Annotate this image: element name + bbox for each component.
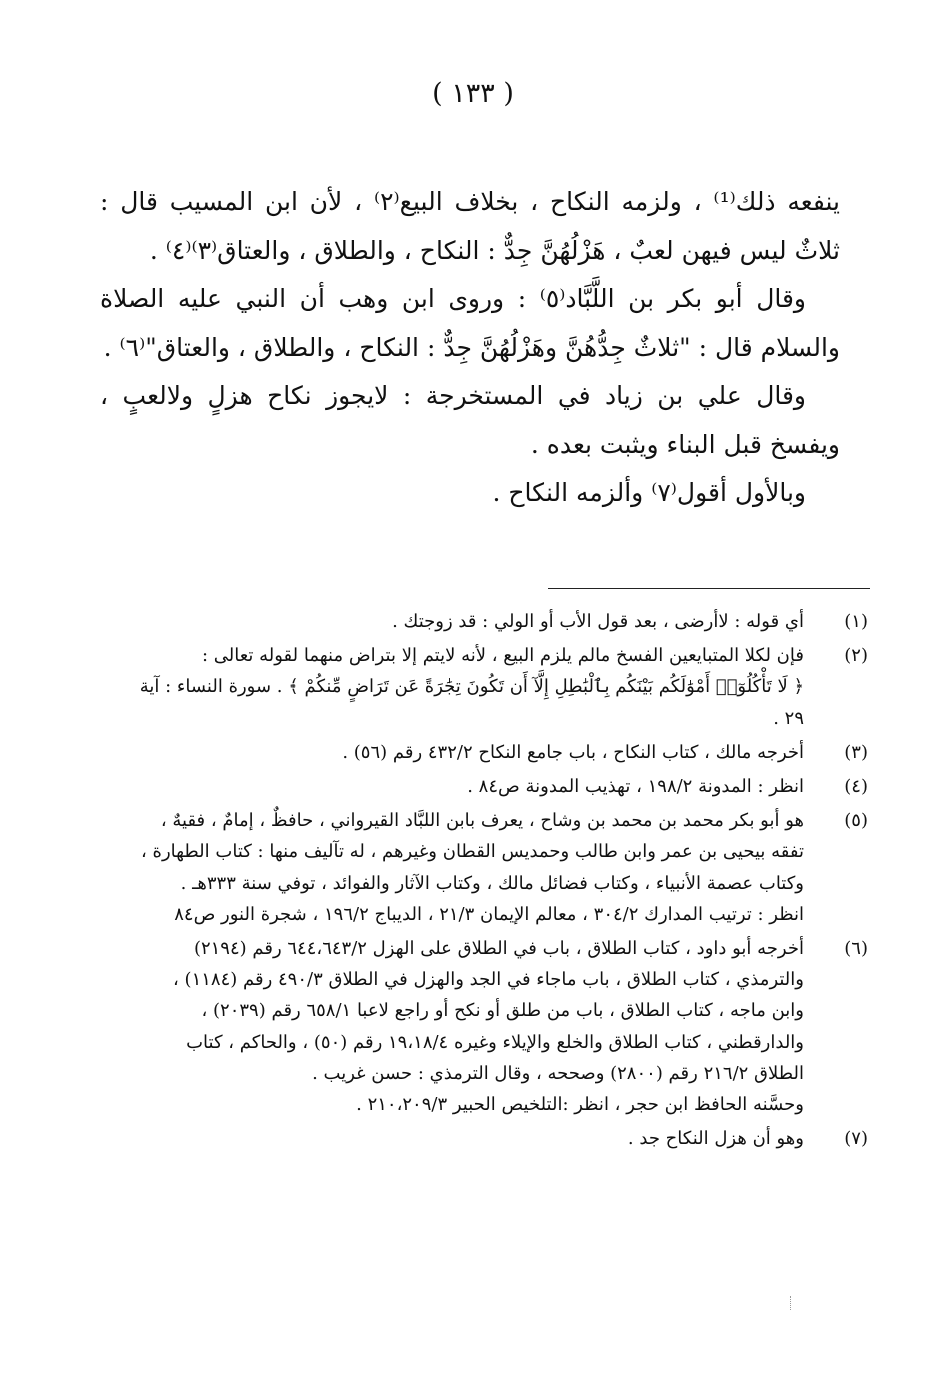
- scan-speck: [790, 1296, 795, 1310]
- footnote-body: [100, 771, 804, 802]
- main-text: [100, 178, 840, 518]
- footnote-line: انظر : المدونة ١٩٨/٢ ، تهذيب المدونة ص٨٤ .: [467, 776, 804, 798]
- footnote-line: الطلاق ٢١٦/٢ رقم (٢٨٠٠) وصححه ، وقال الترمذي : حسن غريب .: [312, 1062, 804, 1084]
- footnote-line: وكتاب عصمة الأنبياء ، وكتاب فضائل مالك ، وكتاب الآثار والفوائد ، توفي سنة ٣٣٣هـ .: [180, 872, 804, 894]
- footnote-line: أخرجه مالك ، كتاب النكاح ، باب جامع النكاح ٤٣٢/٢ رقم (٥٦) .: [342, 741, 804, 763]
- footnote-line: وحسَّنه الحافظ ابن حجر ، انظر :التلخيص الحبير ٢١٠،٢٠٩/٣ .: [356, 1094, 804, 1116]
- footnote-number: (٢): [844, 645, 868, 667]
- footnote-1: [100, 606, 868, 637]
- footnote-line: تفقه بيحيى بن عمر وابن طالب وحمديس القطان وغيرهم ، له تآليف منها : كتاب الطهارة ،: [140, 841, 804, 863]
- footnote-number: (٥): [844, 810, 868, 832]
- footnote-line: وابن ماجه ، كتاب الطلاق ، باب من طلق أو نكح أو راجع لاعبا ٦٥٨/١ رقم (٢٠٣٩) ،: [201, 1000, 804, 1022]
- footnote-line: أخرجه أبو داود ، كتاب الطلاق ، باب في الطلاق على الهزل ٦٤٤،٦٤٣/٢ رقم (٢١٩٤): [193, 938, 804, 960]
- quran-verse: ﴿ لَا تَأْكُلُوٓا۟ أَمْوَٰلَكُم بَيْنَكُم بِٱلْبَٰطِلِ إِلَّآ أَن تَكُونَ تِجَٰرَةً عَن تَرَاضٍ مِّنكُمْ ﴾ . سورة النساء : آية: [139, 676, 804, 698]
- footnote-body: [100, 640, 804, 734]
- footnote-6: [100, 933, 868, 1120]
- footnote-line: وهو أن هزل النكاح جد .: [627, 1128, 804, 1150]
- footnote-line: ٢٩ .: [773, 707, 804, 729]
- footnote-2: [100, 640, 868, 734]
- footnote-number: (٦): [844, 938, 868, 960]
- page-number: ( ١٣٣ ): [432, 78, 514, 109]
- footnote-line: فإن لكلا المتبايعين الفسخ مالم يلزم البيع ، لأنه لايتم إلا بتراض منهما لقوله تعالى :: [201, 645, 804, 667]
- footnote-number: (١): [844, 611, 868, 632]
- paragraph: وقال أبو بكر بن اللَّبَّاد⁽٥⁾ : وروى ابن وهب أن النبي عليه الصلاة والسلام قال : "ثلاثٌ جِدُّهُنَّ وهَزْلُهُنَّ جِدٌّ : النكاح ، والطلاق ، والعتاق"⁽٦⁾ .: [100, 284, 840, 362]
- footnote-line: والدارقطني ، كتاب الطلاق والخلع والإيلاء وغيره ١٩،١٨/٤ رقم (٥٠) ، والحاكم ، كتاب: [186, 1031, 804, 1053]
- footnote-3: [100, 737, 868, 768]
- footnote-line: والترمذي ، كتاب الطلاق ، باب ماجاء في الجد والهزل في الطلاق ٤٩٠/٣ رقم (١١٨٤) ،: [173, 969, 804, 991]
- footnote-7: [100, 1123, 868, 1154]
- footnote-4: [100, 771, 868, 802]
- footnote-line: أي قوله : لاأرضى ، بعد قول الأب أو الولي : قد زوجتك .: [392, 611, 804, 632]
- paragraph: وبالأول أقول⁽٧⁾ وألزمه النكاح .: [492, 478, 806, 507]
- footnote-body: [100, 805, 804, 930]
- footnote-body: [100, 933, 804, 1120]
- footnote-line: هو أبو بكر محمد بن محمد بن وشاح ، يعرف بابن اللبَّاد القيرواني ، حافظٌ ، إمامٌ ، فقيهٌ ،: [160, 810, 804, 832]
- footnote-body: [100, 1123, 804, 1154]
- footnote-5: [100, 805, 868, 930]
- footnote-number: (٣): [844, 741, 868, 763]
- footnotes: [100, 606, 868, 1157]
- footnote-line: انظر : ترتيب المدارك ٣٠٤/٢ ، معالم الإيمان ٢١/٣ ، الديباج ١٩٦/٢ ، شجرة النور ص٨٤: [174, 903, 804, 925]
- paragraph: وقال علي بن زياد في المستخرجة : لايجوز نكاح هزلٍ ولالعبٍ ، ويفسخ قبل البناء ويثبت بعده .: [100, 381, 840, 459]
- footnote-number: (٧): [844, 1128, 868, 1150]
- footnote-number: (٤): [844, 776, 868, 798]
- footnote-body: [100, 606, 804, 637]
- footnote-divider: [548, 588, 870, 589]
- paragraph: ينفعه ذلك⁽¹⁾ ، ولزمه النكاح ، بخلاف البيع⁽٢⁾ ، لأن ابن المسيب قال : ثلاثٌ ليس فيهن لعبٌ ، هَزْلُهُنَّ جِدٌّ : النكاح ، والطلاق ، والعتاق⁽٣⁾⁽٤⁾ .: [100, 187, 840, 265]
- footnote-body: [100, 737, 804, 768]
